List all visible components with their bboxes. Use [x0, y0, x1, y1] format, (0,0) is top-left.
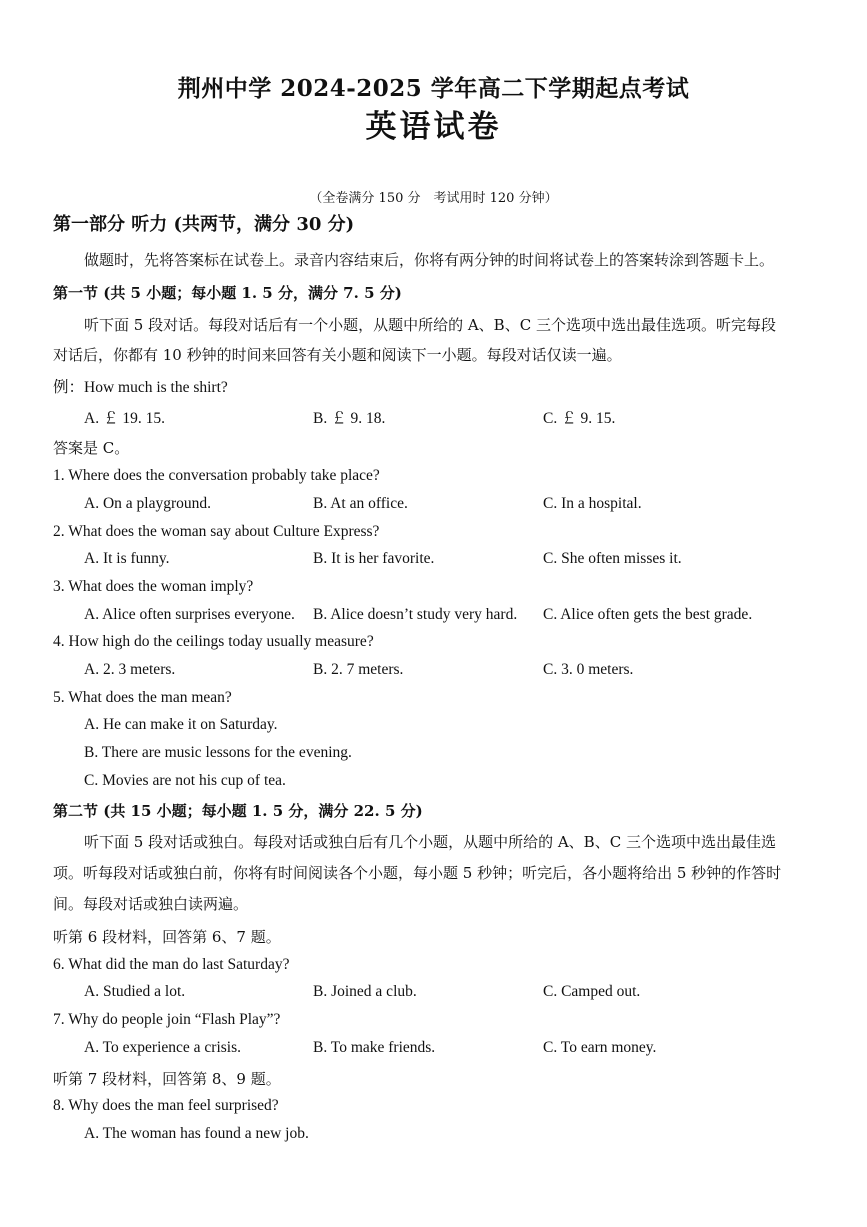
exam-subtitle: 英语试卷 — [365, 109, 502, 145]
q7-option-a: A. To experience a crisis. — [84, 1039, 242, 1056]
q5-option-a: A. He can make it on Saturday. — [84, 716, 278, 733]
example-question: 例：How much is the shirt? — [53, 379, 228, 396]
exam-note: （全卷满分 150 分 考试用时 120 分钟） — [309, 191, 558, 206]
q1-option-a: A. On a playground. — [84, 495, 211, 512]
question-7: 7. Why do people join “Flash Play”? — [53, 1011, 281, 1028]
question-3: 3. What does the woman imply? — [53, 578, 254, 595]
q2-option-a: A. It is funny. — [84, 550, 170, 567]
section2-instruction-3: 间。每段对话或独白读两遍。 — [53, 895, 249, 913]
q3-option-c: C. Alice often gets the best grade. — [543, 606, 753, 623]
q5-option-b: B. There are music lessons for the evening. — [84, 744, 352, 761]
section2-instruction-2: 项。听每段对话或独白前，你将有时间阅读各个小题，每小题 5 秒钟；听完后，各小题将给出 5 秒钟的作答时 — [53, 864, 782, 882]
q4-option-b: B. 2. 7 meters. — [313, 661, 404, 678]
q1-option-c: C. In a hospital. — [543, 495, 642, 512]
example-answer: 答案是 C。 — [53, 439, 130, 457]
example-option-c: C. ￡ 9. 15. — [543, 410, 616, 427]
q6-option-b: B. Joined a club. — [313, 983, 417, 1000]
q6-option-c: C. Camped out. — [543, 983, 641, 1000]
q5-option-c: C. Movies are not his cup of tea. — [84, 772, 286, 789]
section1-instruction-1: 听下面 5 段对话。每段对话后有一个小题，从题中所给的 A、B、C 三个选项中选出最佳选项。听完每段 — [84, 316, 776, 334]
q4-option-c: C. 3. 0 meters. — [543, 661, 634, 678]
q1-option-b: B. At an office. — [313, 495, 408, 512]
example-option-b: B. ￡ 9. 18. — [313, 410, 386, 427]
q6-option-a: A. Studied a lot. — [84, 983, 186, 1000]
material-6-note: 听第 6 段材料，回答第 6、7 题。 — [53, 928, 281, 946]
question-6: 6. What did the man do last Saturday? — [53, 956, 290, 973]
exam-title: 荆州中学 2024-2025 学年高二下学期起点考试 — [177, 75, 690, 102]
section1-heading: 第一节 (共 5 小题；每小题 1. 5 分，满分 7. 5 分) — [53, 284, 402, 302]
example-option-a: A. ￡ 19. 15. — [84, 410, 165, 427]
q2-option-c: C. She often misses it. — [543, 550, 682, 567]
q3-option-b: B. Alice doesn’t study very hard. — [313, 606, 518, 623]
q7-option-b: B. To make friends. — [313, 1039, 436, 1056]
part1-heading: 第一部分 听力 (共两节，满分 30 分) — [53, 214, 355, 235]
q4-option-a: A. 2. 3 meters. — [84, 661, 176, 678]
q3-option-a: A. Alice often surprises everyone. — [84, 606, 295, 623]
q7-option-c: C. To earn money. — [543, 1039, 657, 1056]
q2-option-b: B. It is her favorite. — [313, 550, 435, 567]
question-1: 1. Where does the conversation probably take place? — [53, 467, 380, 484]
question-5: 5. What does the man mean? — [53, 689, 232, 706]
q8-option-a: A. The woman has found a new job. — [84, 1125, 309, 1142]
question-4: 4. How high do the ceilings today usually measure? — [53, 633, 374, 650]
question-8: 8. Why does the man feel surprised? — [53, 1097, 279, 1114]
section1-instruction-2: 对话后，你都有 10 秒钟的时间来回答有关小题和阅读下一小题。每段对话仅读一遍。 — [53, 346, 622, 364]
question-2: 2. What does the woman say about Culture Express? — [53, 523, 380, 540]
part1-instruction: 做题时，先将答案标在试卷上。录音内容结束后，你将有两分钟的时间将试卷上的答案转涂到答题卡上。 — [84, 251, 775, 269]
section2-heading: 第二节 (共 15 小题；每小题 1. 5 分，满分 22. 5 分) — [53, 802, 423, 820]
material-7-note: 听第 7 段材料，回答第 8、9 题。 — [53, 1070, 281, 1088]
section2-instruction-1: 听下面 5 段对话或独白。每段对话或独白后有几个小题，从题中所给的 A、B、C 三个选项中选出最佳选 — [84, 833, 776, 851]
